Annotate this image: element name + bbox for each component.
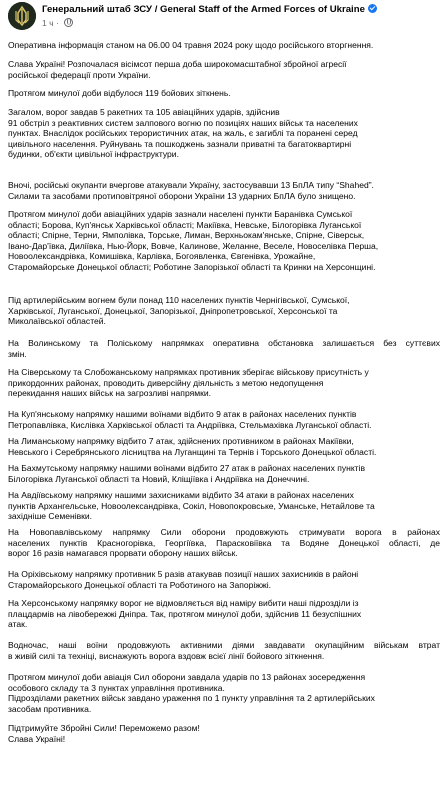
paragraph-line: атак. — [8, 619, 28, 629]
paragraph-line: Миколаївської областей. — [8, 316, 106, 326]
paragraph-line: Старомайорського Донецької області та Роботиного на Запоріжжі. — [8, 579, 272, 590]
paragraph-line: Протягом минулої доби авіаційних ударів зазнали населені пункти Баранівка Сумської — [8, 209, 353, 219]
post-paragraph — [8, 180, 440, 201]
paragraph-line: змін. — [8, 348, 27, 359]
paragraph-line: На Куп'янському напрямку нашими воїнами відбито 9 атак в районах населених пунктів — [8, 409, 357, 419]
paragraph-line: Оперативна інформація станом на 06.00 04 травня 2024 року щодо російського вторгнення. — [8, 40, 374, 50]
post-paragraph — [8, 88, 440, 99]
paragraph-line: населених пунктів Красногорівка, Георгіївка, Парасковіївка та Водяне Донецької області, де — [8, 537, 440, 548]
post-paragraph — [8, 209, 440, 272]
post-paragraph — [8, 59, 440, 80]
paragraph-line: Петропавлівка, Кислівка Харківської області та Андріївка, Стельмахівка Луганської області. — [8, 419, 372, 430]
post-header — [8, 2, 440, 32]
paragraph-line: області; Спірне, Терни, Ямполівка, Торське, Лиман, Верхньокам'янське, Спірне, Сіверськ, — [8, 230, 365, 240]
paragraph-line: На Новопавлівському напрямку Сили оборони продовжують стримувати ворога в районах — [8, 527, 440, 537]
paragraph-line: Силами та засобами протиповітряної оборони України 13 ударних БпЛА було знищено. — [8, 190, 356, 201]
post-paragraph — [8, 295, 440, 327]
paragraph-line: На Волинському та Поліському напрямках оперативна обстановка залишається без суттєвих — [8, 338, 440, 348]
paragraph-line: Старомайорське Донецької області; Роботине Запорізької області та Кринки на Херсонщині. — [8, 261, 376, 272]
post-timestamp[interactable]: 1 ч — [42, 18, 54, 28]
post-paragraph — [8, 463, 440, 484]
paragraph-line: Слава Україні! Розпочалася вісімсот перша доба широкомасштабної збройної агресії — [8, 59, 347, 69]
page-name-line — [42, 4, 377, 15]
paragraph-line: будинки, об'єкти цивільної інфраструктури. — [8, 149, 179, 159]
paragraph-line: пунктів Архангельське, Новоолександрівка, Сокіл, Новопокровське, Уманське, Нетайлове та — [8, 500, 375, 511]
paragraph-line: Під артилерійським вогнем були понад 110 населених пунктів Чернігівської, Сумської, — [8, 295, 350, 305]
paragraph-line: Невського і Серебрянського лісництва на Луганщині та Тернів і Торського Донецької області. — [8, 446, 377, 457]
paragraph-line: пунктах. Внаслідок російських терористичних атак, на жаль, є загиблі та поранені серед — [8, 128, 358, 138]
paragraph-line: прикордонних районах, проводить диверсійну діяльність з метою недопущення — [8, 377, 324, 388]
paragraph-line: На Бахмутському напрямку нашими воїнами відбито 27 атак в районах населених пунктів — [8, 463, 366, 473]
paragraph-line: Вночі, російські окупанти вчергове атакували Україну, застосувавши 13 БпЛА типу “Shahed”. — [8, 180, 374, 190]
post-paragraph — [8, 527, 440, 559]
post-paragraph — [8, 723, 440, 744]
paragraph-line: Підтримуйте Збройні Сили! Переможемо разом! — [8, 723, 200, 733]
paragraph-line: Слава Україні! — [8, 733, 66, 744]
paragraph-line: плацдармів на лівобережжі Дніпра. Так, протягом минулої доби, здійснив 11 безуспішних — [8, 608, 362, 619]
paragraph-line: перекидання наших військ на загрозливі напрямки. — [8, 388, 211, 398]
paragraph-line: цивільного населення. Руйнувань та пошкоджень зазнали приватні та багатоквартирні — [8, 138, 352, 149]
paragraph-line: Загалом, ворог завдав 5 ракетних та 105 авіаційних ударів, здійснив — [8, 107, 280, 117]
ukraine-emblem-icon — [8, 2, 36, 30]
paragraph-line: в живій силі та техніці, виснажують ворога вздовж всієї лінії бойового зіткнення. — [8, 650, 325, 661]
post-paragraph — [8, 409, 440, 430]
paragraph-line: Білогорівка Луганської області та Новий, Кліщіївка і Андріївка на Донеччині. — [8, 473, 310, 484]
page-name-link[interactable]: Генеральний штаб ЗСУ / General Staff of the Armed Forces of Ukraine — [42, 4, 365, 15]
post-paragraph — [8, 672, 440, 714]
paragraph-line: На Авдіївському напрямку нашими захисниками відбито 34 атаки в районах населених — [8, 490, 354, 500]
post-paragraph — [8, 436, 440, 457]
paragraph-line: Івано-Дар'ївка, Диліївка, Нью-Йорк, Вовче, Калинове, Желанне, Веселе, Новоселівка Перша, — [8, 240, 379, 251]
post-paragraph — [8, 40, 440, 51]
paragraph-line: Водночас, наші воїни продовжують активними діями завдавати окупаційним військам втрат — [8, 640, 440, 650]
paragraph-line: області; Борова, Куп'янськ Харківської області; Макіївка, Невське, Білогорівка Луганської — [8, 219, 362, 230]
paragraph-line: На Херсонському напрямку ворог не відмовляється від наміру вибити наші підрозділи із — [8, 598, 359, 608]
post-paragraph — [8, 367, 440, 399]
paragraph-line: На Сіверському та Слобожанському напрямках противник зберігає військову присутність у — [8, 367, 369, 377]
paragraph-line: особового складу та 3 пунктах управління противника. — [8, 682, 225, 693]
paragraph-line: Протягом минулої доби відбулося 119 бойових зіткнень. — [8, 88, 231, 98]
paragraph-line: ворог 16 разів намагався прорвати оборону наших військ. — [8, 548, 238, 558]
post-paragraph — [8, 598, 440, 630]
globe-icon[interactable] — [64, 18, 73, 27]
post-meta — [42, 18, 73, 28]
paragraph-line: засобам противника. — [8, 703, 92, 714]
paragraph-line: 91 обстріл з реактивних систем залпового вогню по позиціях наших військ та населених — [8, 117, 358, 128]
paragraph-line: Підрозділами ракетних військ завдано ураження по 1 пункту управління та 2 артилерійських — [8, 693, 375, 703]
verified-badge-icon — [368, 4, 377, 13]
paragraph-line: Протягом минулої доби авіація Сил оборони завдала ударів по 13 районах зосередження — [8, 672, 366, 682]
paragraph-line: західніше Семенівки. — [8, 511, 93, 521]
page-avatar[interactable] — [8, 2, 36, 30]
meta-separator: · — [53, 18, 62, 28]
paragraph-line: На Оріхівському напрямку противник 5 разів атакував позиції наших захисників в районі — [8, 569, 359, 579]
paragraph-line: Харківської, Луганської, Донецької, Запорізької, Дніпропетровської, Херсонської та — [8, 305, 338, 316]
post-paragraph — [8, 569, 440, 590]
paragraph-line: російської федерації проти України. — [8, 69, 151, 80]
paragraph-line: На Лиманському напрямку відбито 7 атак, здійснених противником в районах Макіївки, — [8, 436, 354, 446]
post-paragraph — [8, 338, 440, 359]
post-paragraph — [8, 490, 440, 522]
post-paragraph — [8, 640, 440, 661]
post-paragraph — [8, 107, 440, 160]
paragraph-line: Новоолександрівка, Комишівка, Карлівка, Богоявленка, Євгенівка, Урожайне, — [8, 251, 316, 261]
